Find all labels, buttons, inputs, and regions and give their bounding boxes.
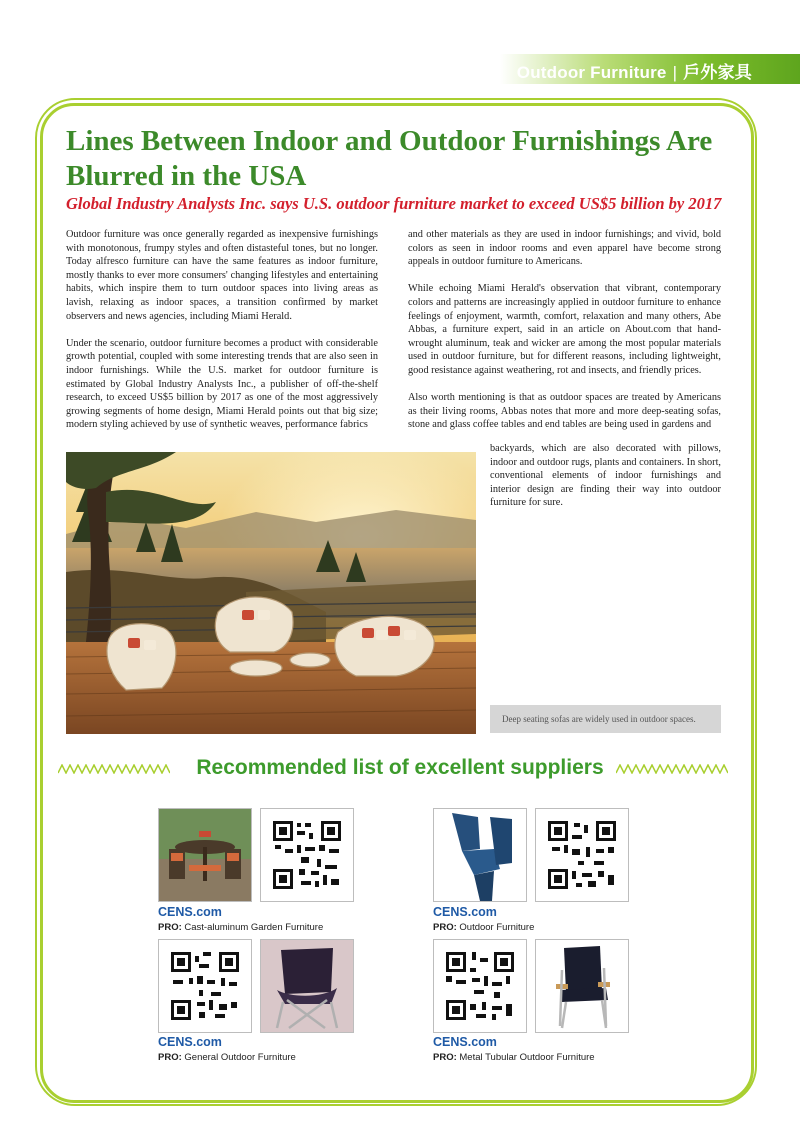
qr-code-image[interactable] <box>260 808 354 902</box>
paragraph: Under the scenario, outdoor furniture becomes a product with considerable growth potential, coupled with some interesting trends that are also seen in indoor furnishings. While the U.S. market for outdoor furniture is estimated by Global Industry Analysts Inc., a publisher of off-the-shelf research, to exceed US$5 billion by 2017 as one of the most aggressively growing segments of home design, Miami Herald points out that big size; modern styling achieved by use of synthetic weaves, performance fabrics <box>66 337 378 431</box>
article-subtitle: Global Industry Analysts Inc. says U.S. outdoor furniture market to exceed US$5 billion by 2017 <box>66 194 722 213</box>
article-right-column <box>408 228 721 432</box>
photo-caption: Deep seating sofas are widely used in outdoor spaces. <box>490 705 721 733</box>
article-left-column <box>66 228 378 446</box>
paragraph: Also worth mentioning is that as outdoor spaces are treated by Americans as their living rooms, Abbas notes that more and more deep-seating sofas, stone and glass coffee tables and end tables are being used in gardens and <box>408 392 721 431</box>
supplier-product-image[interactable] <box>433 808 527 902</box>
article-photo <box>66 452 476 734</box>
paragraph: and other materials as they are used in indoor furnishings; and vivid, bold colors as seen in indoor rooms and even apparel have become strong appeals in outdoor furniture to Americans. <box>408 229 721 268</box>
section-separator: | <box>672 63 678 82</box>
supplier-brand[interactable]: CENS.com <box>433 1035 497 1049</box>
supplier-brand[interactable]: CENS.com <box>158 905 222 919</box>
supplier-brand[interactable]: CENS.com <box>158 1035 222 1049</box>
supplier-product: PRO: Outdoor Furniture <box>433 922 535 933</box>
paragraph: backyards, which are also decorated with pillows, indoor and outdoor rugs, plants and containers. In short, conventional elements of indoor furnishings and interior design are finding their way into outdoor furniture for sure. <box>490 443 721 509</box>
decorative-zigzag-right <box>616 764 728 774</box>
supplier-brand[interactable]: CENS.com <box>433 905 497 919</box>
supplier-product-image[interactable] <box>260 939 354 1033</box>
supplier-product-image[interactable] <box>158 808 252 902</box>
supplier-product: PRO: General Outdoor Furniture <box>158 1052 296 1063</box>
supplier-product-image[interactable] <box>535 939 629 1033</box>
paragraph: While echoing Miami Herald's observation that vibrant, contemporary colors and patterns are increasingly applied in outdoor furniture to enhance feelings of enjoyment, warmth, comfort, relaxation and many others, Abe Abbas, a furniture expert, said in an article on About.com that hand-wrought aluminum, teak and wicker are among the most popular materials used in outdoor furniture, but for different reasons, including lightweight, good resistance against weathering, rot and insects, and friendly prices. <box>408 283 721 376</box>
article-right-column-wrap <box>490 442 721 524</box>
article-title: Lines Between Indoor and Outdoor Furnishings Are Blurred in the USA <box>66 125 713 192</box>
qr-code-image[interactable] <box>535 808 629 902</box>
supplier-product: PRO: Metal Tubular Outdoor Furniture <box>433 1052 595 1063</box>
paragraph: Outdoor furniture was once generally regarded as inexpensive furnishings with monotonous, frumpy styles and often distasteful tones, but no longer. Today alfresco furniture can have the same features as indoor furniture, mostly thanks to ever more consumers' changing lifestyles and entertaining habits, which inspire them to turn outdoor spaces into living areas as lavish, relaxing as indoor spaces, a transition confirmed by market observers and news agencies, including Miami Herald. <box>66 229 378 322</box>
recommend-title-text: Recommended list of excellent suppliers <box>196 756 604 779</box>
section-name-zh: 戶外家具 <box>683 63 752 82</box>
section-tag <box>500 54 800 84</box>
section-name-en: Outdoor Furniture <box>516 63 667 82</box>
top-band <box>0 0 800 46</box>
qr-code-image[interactable] <box>433 939 527 1033</box>
qr-code-image[interactable] <box>158 939 252 1033</box>
supplier-product: PRO: Cast-aluminum Garden Furniture <box>158 922 324 933</box>
